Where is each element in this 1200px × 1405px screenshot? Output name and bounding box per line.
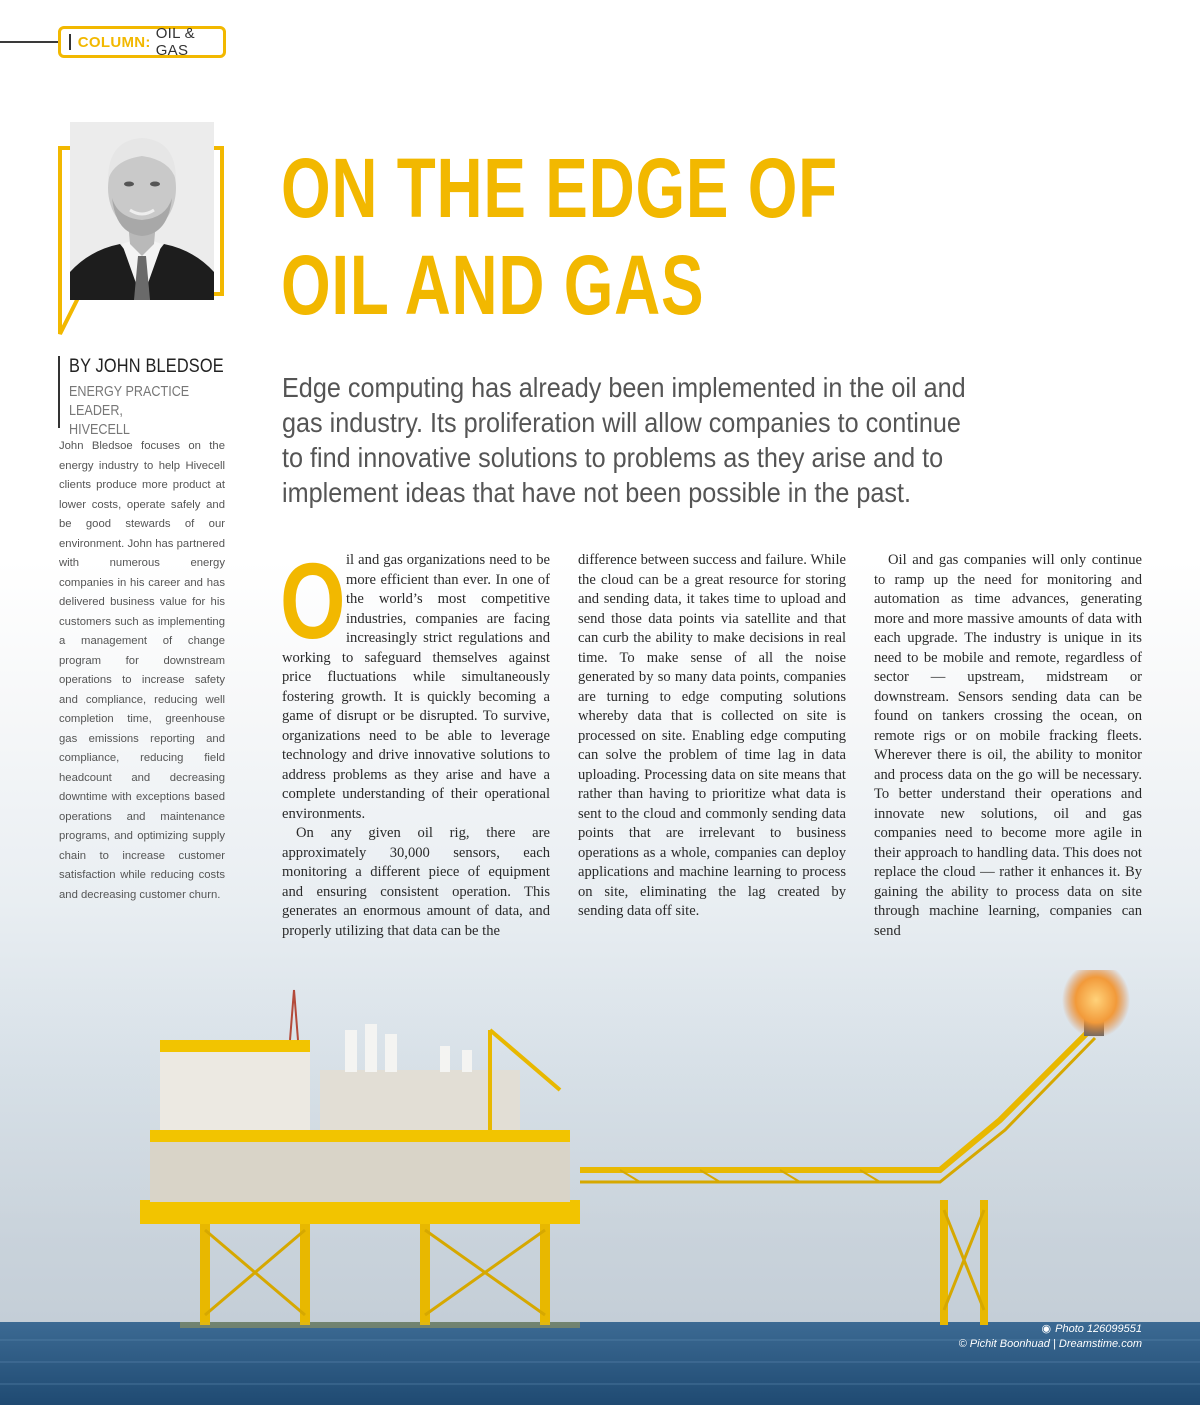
- paragraph: [280, 540, 550, 824]
- article-title-line-2: OIL AND GAS: [281, 238, 705, 332]
- column-tag: [58, 26, 226, 58]
- paragraph: difference between success and failure. While the cloud can be a great resource for storing and sending data, it takes time to upload and send those data points via satellite and that can curb the ability to make decisions in real time. To make sense of all the noise generated by so many data points, companies are turning to edge computing solutions whereby data that is collected on site is processed on site. Enabling edge computing can solve the problem of time lag in data uploading. Processing data on site means that rather than having to prioritize what data is sent to the cloud and commonly sending data points that are irrelevant to business operations as a whole, companies can deploy applications and machine learning to process on site, eliminating the lag created by sending data off site.: [578, 552, 846, 919]
- photo-credit: [959, 1322, 1142, 1352]
- author-role-line-2: HIVECELL: [69, 421, 130, 438]
- drop-cap: O: [280, 540, 346, 661]
- camera-icon: ◉: [1041, 1323, 1052, 1335]
- photo-credit-line-1: [959, 1322, 1142, 1337]
- article-title-line-1: ON THE EDGE OF: [281, 141, 838, 235]
- paragraph: Oil and gas companies will only continue to ramp up the need for monitoring and automation as time advances, generating more and more massive amounts of data with each upgrade. The industry is unique in its need to be mobile and remote, regardless of sector — upstream, midstream or downstream. Sensors sending data can be found on tankers crossing the ocean, on remote rigs or on mobile fracking fleets. Wherever there is oil, the ability to monitor and process data on the go will be necessary. To better understand their operations and innovate new solutions, oil and gas companies need to become more agile in their approach to handling data. This does not replace the cloud — rather it enhances it. By gaining the ability to process data on site through machine learning, companies can send: [874, 552, 1142, 939]
- author-role-line-1: ENERGY PRACTICE LEADER,: [69, 383, 190, 419]
- body-column-1: [280, 540, 550, 941]
- column-tag-divider: [69, 34, 71, 50]
- author-bio: John Bledsoe focuses on the energy industry to help Hivecell clients produce more product at lower costs, operate safely and be good stewards of our environment. John has partnered with numerous energy companies in his career and has delivered business value for his customers such as implementing a management of change program for downstream operations to increase safety and compliance, reducing well completion time, greenhouse gas emissions reporting and compliance, reducing field headcount and decreasing downtime with exceptions based operations and maintenance programs, and optimizing supply chain to increase customer satisfaction while reducing costs and decreasing customer churn.: [59, 440, 225, 901]
- byline-rule: [58, 356, 60, 428]
- article-deck: Edge computing has already been implemented in the oil and gas industry. Its proliferation will allow companies to continue to find innovative solutions to problems as they arise and to implement ideas that have not been possible in the past.: [282, 372, 966, 508]
- column-topic: OIL & GAS: [155, 25, 195, 59]
- author-name: BY JOHN BLEDSOE: [69, 356, 224, 377]
- body-column-2: [578, 551, 846, 922]
- author-headshot: [70, 122, 214, 300]
- photo-id: Photo 126099551: [1055, 1323, 1142, 1335]
- author-role: [69, 382, 229, 439]
- paragraph-text: il and gas organizations need to be more efficient than ever. In one of the world’s most competitive industries, companies are facing increasingly strict regulations and working to safeguard themselves against price fluctuations while simultaneously fostering growth. It is quickly becoming a game of disrupt or be disrupted. To survive, organizations need to be able to leverage technology and drive innovative solutions to address problems as they arise and have a complete understanding of their operational environments.: [282, 552, 550, 822]
- photo-credit-line-2: © Pichit Boonhuad | Dreamstime.com: [958, 1338, 1142, 1350]
- column-label: COLUMN:: [77, 33, 151, 51]
- header-rule: [0, 41, 64, 43]
- body-column-3: [874, 551, 1142, 941]
- paragraph: On any given oil rig, there are approximately 30,000 sensors, each monitoring a different piece of equipment and ensuring consistent operation. This generates an enormous amount of data, and properly utilizing that data can be the: [282, 825, 550, 939]
- byline-block: [69, 356, 229, 439]
- article-title: [281, 140, 838, 334]
